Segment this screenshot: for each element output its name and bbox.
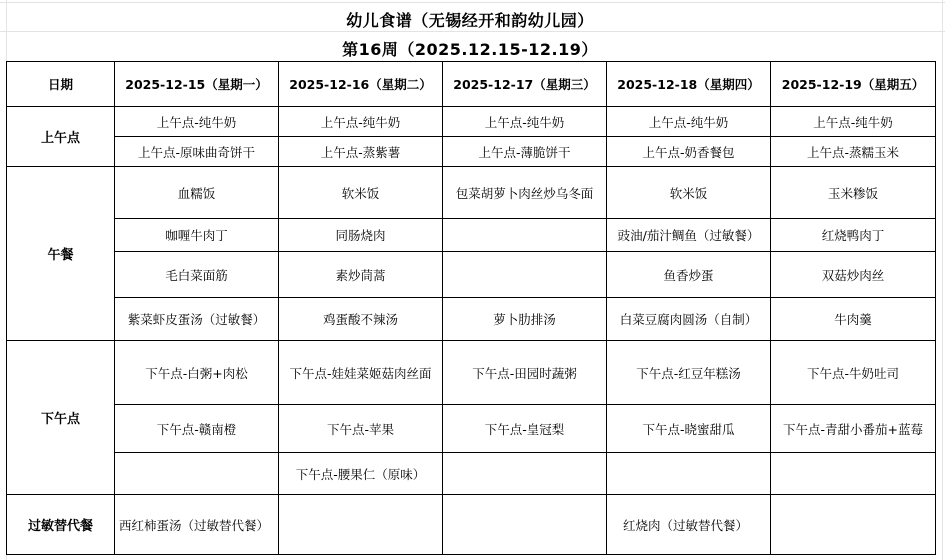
menu-cell: 牛肉羹 [771,298,936,341]
menu-cell: 血糯饭 [115,167,279,219]
menu-cell: 玉米糁饭 [771,167,936,219]
section-label-lunch: 午餐 [7,167,115,341]
menu-cell: 上午点-纯牛奶 [771,107,936,137]
day-header-wed: 2025-12-17（星期三） [443,62,607,107]
week-subtitle: 第16周（2025.12.15-12.19） [342,40,598,59]
menu-cell [607,453,771,495]
table-row [7,107,936,137]
menu-cell: 上午点-纯牛奶 [607,107,771,137]
menu-cell: 下午点-赣南橙 [115,405,279,453]
menu-cell: 软米饭 [607,167,771,219]
table-row [7,405,936,453]
menu-cell [443,252,607,298]
menu-cell: 红烧肉（过敏替代餐） [607,495,771,555]
menu-cell: 上午点-蒸糯玉米 [771,137,936,167]
day-header-tue: 2025-12-16（星期二） [279,62,443,107]
menu-cell: 上午点-纯牛奶 [443,107,607,137]
menu-cell: 下午点-晓蜜甜瓜 [607,405,771,453]
section-label-morning-snack: 上午点 [7,107,115,167]
section-label-allergy-substitute: 过敏替代餐 [7,495,115,555]
menu-cell: 下午点-苹果 [279,405,443,453]
section-label-afternoon-snack: 下午点 [7,341,115,495]
table-row [7,252,936,298]
menu-cell: 咖喱牛肉丁 [115,219,279,252]
menu-cell: 素炒茼蒿 [279,252,443,298]
menu-cell: 上午点-薄脆饼干 [443,137,607,167]
date-header: 日期 [7,62,115,107]
menu-cell [443,453,607,495]
table-row [7,167,936,219]
menu-cell: 双菇炒肉丝 [771,252,936,298]
menu-cell: 下午点-白粥+肉松 [115,341,279,405]
menu-cell: 白菜豆腐肉圆汤（自制） [607,298,771,341]
table-row [7,219,936,252]
menu-cell: 西红柿蛋汤（过敏替代餐） [115,495,279,555]
sheet-gridline [0,2,945,3]
menu-cell: 萝卜肋排汤 [443,298,607,341]
menu-cell: 毛白菜面筋 [115,252,279,298]
menu-cell: 上午点-纯牛奶 [115,107,279,137]
menu-cell: 下午点-牛奶吐司 [771,341,936,405]
menu-cell: 上午点-蒸紫薯 [279,137,443,167]
sheet-gridline [942,0,943,560]
menu-cell: 下午点-红豆年糕汤 [607,341,771,405]
menu-cell: 上午点-原味曲奇饼干 [115,137,279,167]
menu-cell: 下午点-腰果仁（原味） [279,453,443,495]
menu-cell [443,219,607,252]
menu-cell [443,495,607,555]
menu-cell [771,453,936,495]
menu-table [6,61,936,555]
menu-cell: 鸡蛋酸不辣汤 [279,298,443,341]
menu-cell: 鱼香炒蛋 [607,252,771,298]
menu-cell: 包菜胡萝卜肉丝炒乌冬面 [443,167,607,219]
day-header-mon: 2025-12-15（星期一） [115,62,279,107]
table-row [7,298,936,341]
menu-cell: 下午点-娃娃菜姬菇肉丝面 [279,341,443,405]
menu-cell [771,495,936,555]
menu-cell: 上午点-奶香餐包 [607,137,771,167]
menu-cell: 软米饭 [279,167,443,219]
menu-cell: 紫菜虾皮蛋汤（过敏餐） [115,298,279,341]
sheet-gridline [0,31,945,32]
menu-cell: 红烧鸭肉丁 [771,219,936,252]
menu-cell: 同肠烧肉 [279,219,443,252]
table-row [7,495,936,555]
day-header-fri: 2025-12-19（星期五） [771,62,936,107]
menu-cell: 下午点-田园时蔬粥 [443,341,607,405]
table-row [7,137,936,167]
header-row [7,62,936,107]
menu-cell: 豉油/茄汁鲷鱼（过敏餐） [607,219,771,252]
menu-cell: 上午点-纯牛奶 [279,107,443,137]
menu-cell: 下午点-青甜小番茄+蓝莓 [771,405,936,453]
table-row [7,453,936,495]
table-row [7,341,936,405]
menu-cell [115,453,279,495]
document-title: 幼儿食谱（无锡经开和韵幼儿园） [346,11,594,30]
day-header-thu: 2025-12-18（星期四） [607,62,771,107]
menu-cell [279,495,443,555]
menu-cell: 下午点-皇冠梨 [443,405,607,453]
